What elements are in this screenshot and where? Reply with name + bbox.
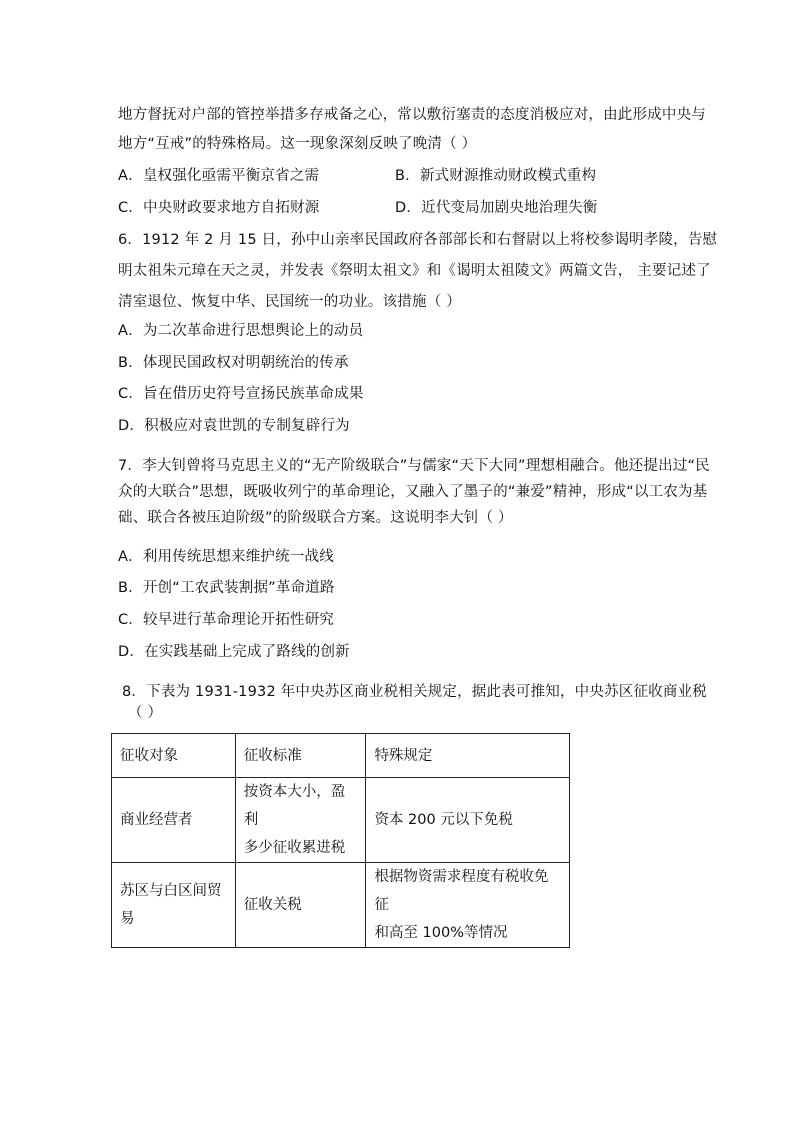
table-cell: 资本 200 元以下免税	[366, 778, 570, 863]
q5-option-b: B．新式财源推动财政模式重构	[395, 168, 597, 184]
q5-option-c: C．中央财政要求地方自拓财源	[118, 200, 320, 216]
table-row	[112, 778, 570, 863]
q8-stem-line-2: （ ）	[128, 705, 163, 721]
q5-option-a: A．皇权强化亟需平衡京省之需	[118, 168, 320, 184]
table-row	[112, 863, 570, 948]
q8-stem-line-1: 8．下表为 1931-1932 年中央苏区商业税相关规定，据此表可推知，中央苏区征收商业税	[122, 684, 707, 700]
q5-option-d: D．近代变局加剧央地治理失衡	[395, 200, 598, 216]
table-header-cell: 征收对象	[112, 734, 236, 778]
commercial-tax-table	[111, 733, 570, 948]
table-header-row	[112, 734, 570, 778]
q7-option-a: A．利用传统思想来维护统一战线	[118, 549, 334, 565]
table-cell-line: 易	[120, 911, 135, 927]
q7-stem-line-3: 础、联合各被压迫阶级”的阶级联合方案。这说明李大钊（ ）	[118, 510, 513, 526]
q7-option-c: C．较早进行革命理论开拓性研究	[118, 612, 335, 628]
table-cell-line: 和高至 100%等情况	[374, 925, 508, 941]
table-cell	[235, 778, 366, 863]
table-cell: 商业经营者	[112, 778, 236, 863]
q6-option-a: A．为二次革命进行思想舆论上的动员	[118, 323, 364, 339]
q6-option-c: C．旨在借历史符号宣扬民族革命成果	[118, 386, 364, 402]
table-cell	[112, 863, 236, 948]
q5-stem-line-2: 地方“互戒”的特殊格局。这一现象深刻反映了晚清（ ）	[118, 136, 477, 152]
table-cell: 征收关税	[235, 863, 366, 948]
q6-option-d: D．积极应对袁世凯的专制复辟行为	[118, 418, 350, 434]
q7-stem-line-1: 7．李大钊曾将马克思主义的“无产阶级联合”与儒家“天下大同”理想相融合。他还提出过“民	[118, 458, 710, 474]
q6-stem-line-3: 清室退位、恢复中华、民国统一的功业。该措施（ ）	[118, 294, 461, 310]
table-cell-line: 根据物资需求程度有税收免征	[374, 869, 549, 913]
q7-option-b: B．开创“工农武装割据”革命道路	[118, 580, 335, 596]
table-header-cell: 特殊规定	[366, 734, 570, 778]
table-cell	[366, 863, 570, 948]
table-cell-line: 按资本大小，盈利	[243, 784, 346, 828]
table-cell-line: 苏区与白区间贸	[120, 883, 222, 899]
table-cell-line: 多少征收累进税	[243, 840, 346, 856]
table-header-cell: 征收标准	[235, 734, 366, 778]
q6-option-b: B．体现民国政权对明朝统治的传承	[118, 355, 349, 371]
q7-option-d: D．在实践基础上完成了路线的创新	[118, 644, 350, 660]
q6-stem-line-2: 明太祖朱元璋在天之灵，并发表《祭明太祖文》和《谒明太祖陵文》两篇文告， 主要记述了	[118, 263, 711, 279]
q7-stem-line-2: 众的大联合”思想，既吸收列宁的革命理论，又融入了墨子的“兼爱”精神，形成“以工农为基	[118, 484, 708, 500]
q6-stem-line-1: 6．1912 年 2 月 15 日，孙中山亲率民国政府各部部长和右督尉以上将校参谒明孝陵，告慰	[118, 232, 718, 248]
q5-stem-line-1: 地方督抚对户部的管控举措多存戒备之心，常以敷衍塞责的态度消极应对，由此形成中央与	[118, 107, 706, 123]
